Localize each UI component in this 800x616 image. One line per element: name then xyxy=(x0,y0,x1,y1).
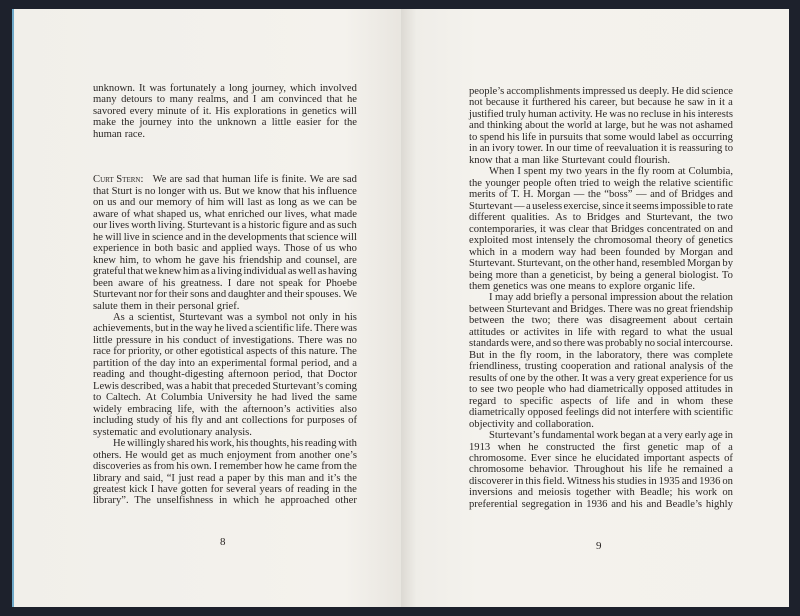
text-line: 1913 when he constructed the first genetic map of a xyxy=(469,441,733,453)
text-line: partition of the day into an experimental formal period, and a xyxy=(93,357,357,369)
text-line: the younger people often tried to weigh the relative scientific xyxy=(469,177,733,189)
text-line: many detours to many realms, and I am convinced that he xyxy=(93,94,357,106)
text-line: inversions and meiosis together with Beadle; his work on xyxy=(469,487,733,499)
text-line: preferential segregation in 1936 and his and Beadle’s highly xyxy=(469,498,733,510)
text-line: not because it furthered his career, but because he saw in it a xyxy=(469,97,733,109)
text-line: But in the fly room, in the laboratory, there was complete xyxy=(469,349,733,361)
text-line: that Sturt is no longer with us. But we know that his influence xyxy=(93,185,357,197)
text-line: Sturtevant nor for their sons and daughter and their spouses. We xyxy=(93,289,357,301)
paragraph xyxy=(93,83,357,140)
text-line: different qualities. As to Bridges and Sturtevant, the two xyxy=(469,212,733,224)
text-line: Sturtevant. Sturtevant, on the other hand, resembled Morgan by xyxy=(469,258,733,270)
text-line: to see two people who had diametrically opposed attitudes in xyxy=(469,384,733,396)
paragraph xyxy=(93,174,357,312)
text-line: them genetics was one means to explore organic life. xyxy=(469,280,696,292)
page-number-right: 9 xyxy=(596,540,602,552)
text-line: people’s accomplishments impressed us deeply. He did science xyxy=(469,86,733,97)
text-line: knew him, to whom he gave his friendship and counsel, are xyxy=(93,254,357,266)
text-line: to Caltech. At Columbia University he had lived the same xyxy=(93,392,357,404)
text-line: our lives worth living. Sturtevant is a historic figure and as such xyxy=(93,220,357,232)
paragraph xyxy=(469,292,733,430)
paragraph xyxy=(469,166,733,292)
text-line: greatest kick I have gotten for several years of reading in the xyxy=(93,484,357,495)
text-line: he will live in science and in the developments that science will xyxy=(93,231,357,243)
text-line: library and said, “I just read a paper by this man and it’s the xyxy=(93,472,357,484)
text-line: contemporaries, it was clear that Bridges concentrated on and xyxy=(469,223,733,235)
text-line: attitudes or activites in life with regard to what the usual xyxy=(469,326,733,338)
paragraph xyxy=(469,86,733,166)
text-line: systematic and evolutionary analysis. xyxy=(93,426,252,438)
text-line: friendliness, trusting cooperation and rational analysis of the xyxy=(469,361,733,373)
text-line: standards were, and so there was probably no social intercourse. xyxy=(469,338,733,350)
text-line: discoverer in this field. Witness his studies in 1935 and 1936 on xyxy=(469,475,733,487)
text-line: library”. The unselfishness in which he approached other xyxy=(93,495,357,507)
text-line: objectivity and collaboration. xyxy=(469,418,594,430)
text-line: aware of what shaped us, what enriched our lives, what made xyxy=(93,208,357,220)
speaker-name: Curt Stern: xyxy=(93,174,144,186)
text-line: justified truly human activity. He was no recluse in his interests xyxy=(469,108,733,120)
text-line: diametrically opposed feelings did not interfere with scientific xyxy=(469,407,733,419)
text-line: between Sturtevant and Bridges. There was no great friendship xyxy=(469,303,733,315)
text-line: unknown. It was fortunately a long journey, which involved xyxy=(93,83,357,94)
text-line: being more than a geneticist, by being a general biologist. To xyxy=(469,269,733,281)
text-line: exploited most intensely the chromosomal theory of genetics xyxy=(469,235,733,247)
text-line: in an ivory tower. In our time of reevaluation it is reassuring to xyxy=(469,143,733,155)
text-line: Curt Stern: We are sad that human life is finite. We are sad xyxy=(93,174,357,186)
text-line: Lewis described, was a habit that preceded Sturtevant’s coming xyxy=(93,380,357,392)
right-page-text xyxy=(469,86,733,510)
text-line: others. He would get as much enjoyment from another one’s xyxy=(93,449,357,461)
text-line: human race. xyxy=(93,128,145,140)
text-line: grateful that we knew him as a living individual as well as having xyxy=(93,266,357,278)
text-line: He willingly shared his work, his thoughts, his reading with xyxy=(113,438,357,450)
text-line: and thinking about the world at large, but he was not ashamed xyxy=(469,120,733,132)
text-line: reading and thought-digesting afternoon period, that Doctor xyxy=(93,369,357,381)
text-line: widely embracing life, with the afternoon’s activities also xyxy=(93,403,357,415)
left-page xyxy=(12,9,403,607)
text-line: experience in both basic and applied ways. Those of us who xyxy=(93,243,357,255)
text-line: to spend his life in pursuits that some would label as occurring xyxy=(469,131,733,143)
text-line: between the two; there was disagreement about certain xyxy=(469,315,733,327)
text-line: When I spent my two years in the fly room at Columbia, xyxy=(489,166,733,178)
text-line: Sturtevant — a useless exercise, since it seems impossible to rate xyxy=(469,200,733,212)
text-line: make the journey into the unknown a little easier for the xyxy=(93,117,357,129)
text-line: discoveries as from his own. I remember how he came from the xyxy=(93,461,357,473)
text-line: race for priority, or other egotistical aspects of this nature. The xyxy=(93,346,357,358)
text-line: regard to specific aspects of life and in whom these xyxy=(469,395,733,407)
right-page xyxy=(401,9,789,607)
paragraph xyxy=(93,312,357,438)
text-line: I may add briefly a personal impression about the relation xyxy=(489,292,733,304)
text-line: achievements, but in the way he lived a scientific life. There was xyxy=(93,323,357,335)
text-line: Sturtevant’s fundamental work began at a very early age in xyxy=(489,430,733,442)
text-line: know that a man like Sturtevant could flourish. xyxy=(469,154,670,166)
text-line: on us and our memory of him will last as long as we can be xyxy=(93,197,357,209)
text-line: results of one by the other. It was a very great experience for us xyxy=(469,372,733,384)
paragraph xyxy=(469,430,733,510)
text-line: including study of his fly and ant collections for purposes of xyxy=(93,415,357,427)
text-line: savored every minute of it. His explorations in genetics will xyxy=(93,105,357,117)
text-line: been aware of his greatness. I dare not speak for Phoebe xyxy=(93,277,357,289)
text-line: chromosome. Ever since he elucidated important aspects of xyxy=(469,453,733,464)
text-line: As a scientist, Sturtevant was a symbol not only in his xyxy=(113,311,357,323)
page-number-left: 8 xyxy=(220,536,226,548)
text-line: chromosome behavior. Throughout his life he remained a xyxy=(469,464,733,476)
left-page-text xyxy=(93,83,357,507)
text-line: merits of T. H. Morgan — the “boss” — and of Bridges and xyxy=(469,189,733,201)
text-line: salute them in their personal grief. xyxy=(93,300,240,312)
paragraph xyxy=(93,438,357,507)
text-line: little pressure in his conduct of investigations. There was no xyxy=(93,334,357,346)
text-line: which in a modern way had been founded by Morgan and xyxy=(469,246,733,258)
